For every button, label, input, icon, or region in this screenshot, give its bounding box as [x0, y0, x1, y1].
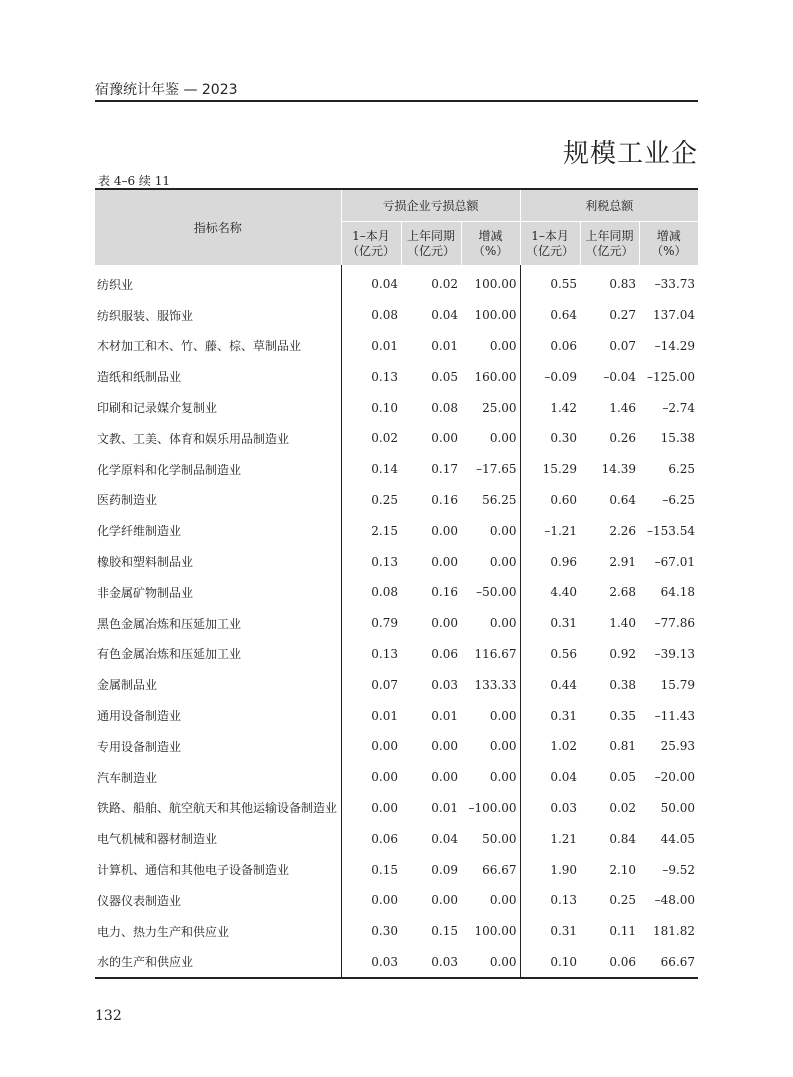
value-cell: 1.42 [550, 400, 578, 415]
value-cell: 0.00 [461, 423, 520, 454]
value-cell: 0.00 [371, 800, 398, 815]
value-cell: 0.06 [431, 646, 458, 661]
value-cell: 0.08 [431, 400, 458, 415]
indicator-name: 计算机、通信和其他电子设备制造业 [95, 854, 341, 885]
table-row [95, 392, 698, 423]
value-cell: 0.13 [371, 646, 398, 661]
value-cell: –67.01 [654, 554, 696, 569]
value-cell: 0.00 [461, 608, 520, 639]
value-cell: 0.92 [609, 646, 637, 661]
table-row [95, 361, 698, 392]
value-cell: 6.25 [668, 462, 696, 477]
value-cell: 2.15 [371, 523, 398, 538]
value-cell: –153.54 [647, 523, 696, 538]
value-cell: 133.33 [461, 669, 520, 700]
statistics-table [95, 188, 698, 977]
value-cell: 0.06 [371, 831, 398, 846]
value-cell: 0.13 [371, 554, 398, 569]
value-cell: –77.86 [654, 616, 696, 631]
value-cell: –48.00 [654, 893, 696, 908]
subheader-cell: 增减 （%） [639, 222, 698, 266]
table-row [95, 762, 698, 793]
indicator-name: 印刷和记录媒介复制业 [95, 392, 341, 423]
value-cell: 0.25 [371, 492, 398, 507]
indicator-name: 金属制品业 [95, 669, 341, 700]
table-body [95, 265, 698, 977]
value-cell: 0.00 [461, 885, 520, 916]
value-cell: 0.05 [609, 770, 637, 785]
indicator-name: 木材加工和木、竹、藤、棕、草制品业 [95, 331, 341, 362]
value-cell: 66.67 [660, 954, 696, 969]
value-cell: –17.65 [461, 454, 520, 485]
value-cell: 50.00 [461, 823, 520, 854]
table-row [95, 947, 698, 978]
value-cell: 181.82 [653, 924, 696, 939]
table-label: 表 4–6 续 11 [98, 174, 170, 188]
value-cell: 2.91 [609, 554, 637, 569]
indicator-name: 文教、工美、体育和娱乐用品制造业 [95, 423, 341, 454]
value-cell: 0.13 [550, 893, 578, 908]
value-cell: 0.01 [371, 708, 398, 723]
indicator-name: 电气机械和器材制造业 [95, 823, 341, 854]
value-cell: 25.93 [660, 739, 696, 754]
indicator-name: 通用设备制造业 [95, 700, 341, 731]
value-cell: 0.31 [550, 924, 578, 939]
value-cell: 64.18 [660, 585, 696, 600]
value-cell: 116.67 [461, 639, 520, 670]
value-cell: 0.04 [431, 308, 458, 323]
value-cell: 0.02 [371, 431, 398, 446]
indicator-name: 橡胶和塑料制品业 [95, 546, 341, 577]
value-cell: 0.38 [609, 677, 637, 692]
value-cell: –50.00 [461, 577, 520, 608]
value-cell: 56.25 [461, 485, 520, 516]
subheader-cell: 上年同期 （亿元） [580, 222, 639, 266]
page-number: 132 [95, 1008, 122, 1024]
value-cell: 0.00 [431, 770, 458, 785]
value-cell: 0.44 [550, 677, 578, 692]
running-title: 宿豫统计年鉴 — 2023 [95, 82, 238, 98]
value-cell: 0.00 [371, 770, 398, 785]
value-cell: 0.00 [371, 739, 398, 754]
subheader-cell: 增减 （%） [461, 222, 520, 266]
value-cell: 0.00 [461, 331, 520, 362]
value-cell: 0.00 [371, 893, 398, 908]
value-cell: –0.04 [603, 369, 637, 384]
value-cell: 0.04 [550, 770, 578, 785]
indicator-name: 水的生产和供应业 [95, 947, 341, 978]
value-cell: 0.00 [461, 947, 520, 978]
table-row [95, 793, 698, 824]
value-cell: 160.00 [461, 361, 520, 392]
value-cell: 2.68 [609, 585, 637, 600]
value-cell: 137.04 [653, 308, 696, 323]
value-cell: 0.14 [371, 462, 398, 477]
value-cell: –100.00 [461, 793, 520, 824]
value-cell: 0.02 [609, 800, 637, 815]
value-cell: 100.00 [461, 265, 520, 300]
subheader-cell: 1–本月 （亿元） [341, 222, 401, 266]
value-cell: 0.17 [431, 462, 458, 477]
value-cell: 0.84 [609, 831, 637, 846]
value-cell: 0.31 [550, 616, 578, 631]
value-cell: 0.00 [461, 515, 520, 546]
value-cell: 15.29 [542, 462, 578, 477]
value-cell: 0.00 [431, 554, 458, 569]
value-cell: 2.26 [609, 523, 637, 538]
group-header-loss-amount: 亏损企业亏损总额 [341, 189, 520, 222]
value-cell: –9.52 [662, 862, 696, 877]
indicator-name: 黑色金属冶炼和压延加工业 [95, 608, 341, 639]
value-cell: 0.13 [371, 369, 398, 384]
value-cell: 0.03 [431, 954, 458, 969]
value-cell: 0.27 [609, 308, 637, 323]
indicator-name: 纺织服装、服饰业 [95, 300, 341, 331]
value-cell: 0.05 [431, 369, 458, 384]
table-row [95, 546, 698, 577]
subheader-cell: 1–本月 （亿元） [520, 222, 580, 266]
value-cell: –33.73 [654, 277, 696, 292]
value-cell: –1.21 [544, 523, 578, 538]
value-cell: 1.46 [609, 400, 637, 415]
value-cell: 0.30 [550, 431, 578, 446]
group-header-profit-tax: 利税总额 [520, 189, 698, 222]
indicator-name: 纺织业 [95, 265, 341, 300]
value-cell: 1.90 [550, 862, 578, 877]
value-cell: 100.00 [461, 916, 520, 947]
value-cell: –14.29 [654, 338, 696, 353]
table-row [95, 700, 698, 731]
value-cell: 0.04 [431, 831, 458, 846]
table-row [95, 669, 698, 700]
value-cell: 0.64 [609, 492, 637, 507]
indicator-name: 专用设备制造业 [95, 731, 341, 762]
value-cell: 0.96 [550, 554, 578, 569]
value-cell: 0.26 [609, 431, 637, 446]
value-cell: 0.15 [371, 862, 398, 877]
value-cell: 0.01 [431, 800, 458, 815]
value-cell: 0.03 [550, 800, 578, 815]
table-row [95, 608, 698, 639]
value-cell: 0.11 [609, 924, 637, 939]
value-cell: 15.38 [660, 431, 696, 446]
indicator-name: 化学纤维制造业 [95, 515, 341, 546]
value-cell: 0.06 [609, 954, 637, 969]
value-cell: –39.13 [654, 646, 696, 661]
value-cell: 0.00 [461, 546, 520, 577]
value-cell: 0.00 [461, 762, 520, 793]
value-cell: 0.00 [431, 431, 458, 446]
table-row [95, 577, 698, 608]
value-cell: 0.00 [461, 731, 520, 762]
table-row [95, 265, 698, 300]
value-cell: 44.05 [660, 831, 696, 846]
value-cell: 0.06 [550, 338, 578, 353]
value-cell: –11.43 [654, 708, 696, 723]
subheader-cell: 上年同期 （亿元） [401, 222, 461, 266]
value-cell: –6.25 [662, 492, 696, 507]
value-cell: –125.00 [647, 369, 696, 384]
value-cell: 0.10 [550, 954, 578, 969]
value-cell: 0.08 [371, 308, 398, 323]
value-cell: 0.04 [371, 277, 398, 292]
value-cell: 0.00 [431, 893, 458, 908]
section-title: 规模工业企 [562, 139, 698, 169]
value-cell: 0.00 [461, 700, 520, 731]
value-cell: 0.79 [371, 616, 398, 631]
value-cell: 0.64 [550, 308, 578, 323]
value-cell: 0.08 [371, 585, 398, 600]
value-cell: 0.07 [371, 677, 398, 692]
value-cell: 4.40 [550, 585, 578, 600]
value-cell: 25.00 [461, 392, 520, 423]
table-row [95, 885, 698, 916]
value-cell: 0.30 [371, 924, 398, 939]
value-cell: 0.02 [431, 277, 458, 292]
table-row [95, 916, 698, 947]
value-cell: 0.01 [371, 338, 398, 353]
value-cell: 0.83 [609, 277, 637, 292]
value-cell: 50.00 [660, 800, 696, 815]
value-cell: 0.81 [609, 739, 637, 754]
value-cell: –0.09 [544, 369, 578, 384]
value-cell: 15.79 [660, 677, 696, 692]
indicator-name: 化学原料和化学制品制造业 [95, 454, 341, 485]
value-cell: –2.74 [662, 400, 696, 415]
value-cell: 0.16 [431, 492, 458, 507]
value-cell: 66.67 [461, 854, 520, 885]
indicator-name: 汽车制造业 [95, 762, 341, 793]
indicator-name: 造纸和纸制品业 [95, 361, 341, 392]
value-cell: 2.10 [609, 862, 637, 877]
table-row [95, 485, 698, 516]
table-row [95, 331, 698, 362]
value-cell: 1.02 [550, 739, 578, 754]
indicator-name: 医药制造业 [95, 485, 341, 516]
value-cell: 0.00 [431, 739, 458, 754]
value-cell: 0.55 [550, 277, 578, 292]
table-row [95, 300, 698, 331]
value-cell: 0.35 [609, 708, 637, 723]
indicator-name: 非金属矿物制品业 [95, 577, 341, 608]
value-cell: 0.56 [550, 646, 578, 661]
value-cell: 0.10 [371, 400, 398, 415]
value-cell: 0.25 [609, 893, 637, 908]
table-row [95, 454, 698, 485]
value-cell: 0.00 [431, 523, 458, 538]
value-cell: 0.09 [431, 862, 458, 877]
table-bottom-rule [95, 977, 698, 979]
indicator-header: 指标名称 [95, 189, 341, 265]
table-row [95, 423, 698, 454]
indicator-name: 铁路、船舶、航空航天和其他运输设备制造业 [95, 793, 341, 824]
table-row [95, 854, 698, 885]
value-cell: 0.31 [550, 708, 578, 723]
value-cell: 0.03 [371, 954, 398, 969]
value-cell: 0.16 [431, 585, 458, 600]
value-cell: 0.15 [431, 924, 458, 939]
value-cell: 0.03 [431, 677, 458, 692]
value-cell: 1.40 [609, 616, 637, 631]
table-row [95, 823, 698, 854]
value-cell: 14.39 [601, 462, 637, 477]
value-cell: 0.60 [550, 492, 578, 507]
value-cell: 0.01 [431, 708, 458, 723]
table-row [95, 639, 698, 670]
header-rule [95, 100, 698, 102]
value-cell: 0.01 [431, 338, 458, 353]
statistics-table-container [95, 188, 698, 979]
value-cell: 100.00 [461, 300, 520, 331]
indicator-name: 仪器仪表制造业 [95, 885, 341, 916]
value-cell: 1.21 [550, 831, 578, 846]
value-cell: –20.00 [654, 770, 696, 785]
indicator-name: 有色金属冶炼和压延加工业 [95, 639, 341, 670]
indicator-name: 电力、热力生产和供应业 [95, 916, 341, 947]
table-row [95, 731, 698, 762]
table-row [95, 515, 698, 546]
value-cell: 0.00 [431, 616, 458, 631]
value-cell: 0.07 [609, 338, 637, 353]
